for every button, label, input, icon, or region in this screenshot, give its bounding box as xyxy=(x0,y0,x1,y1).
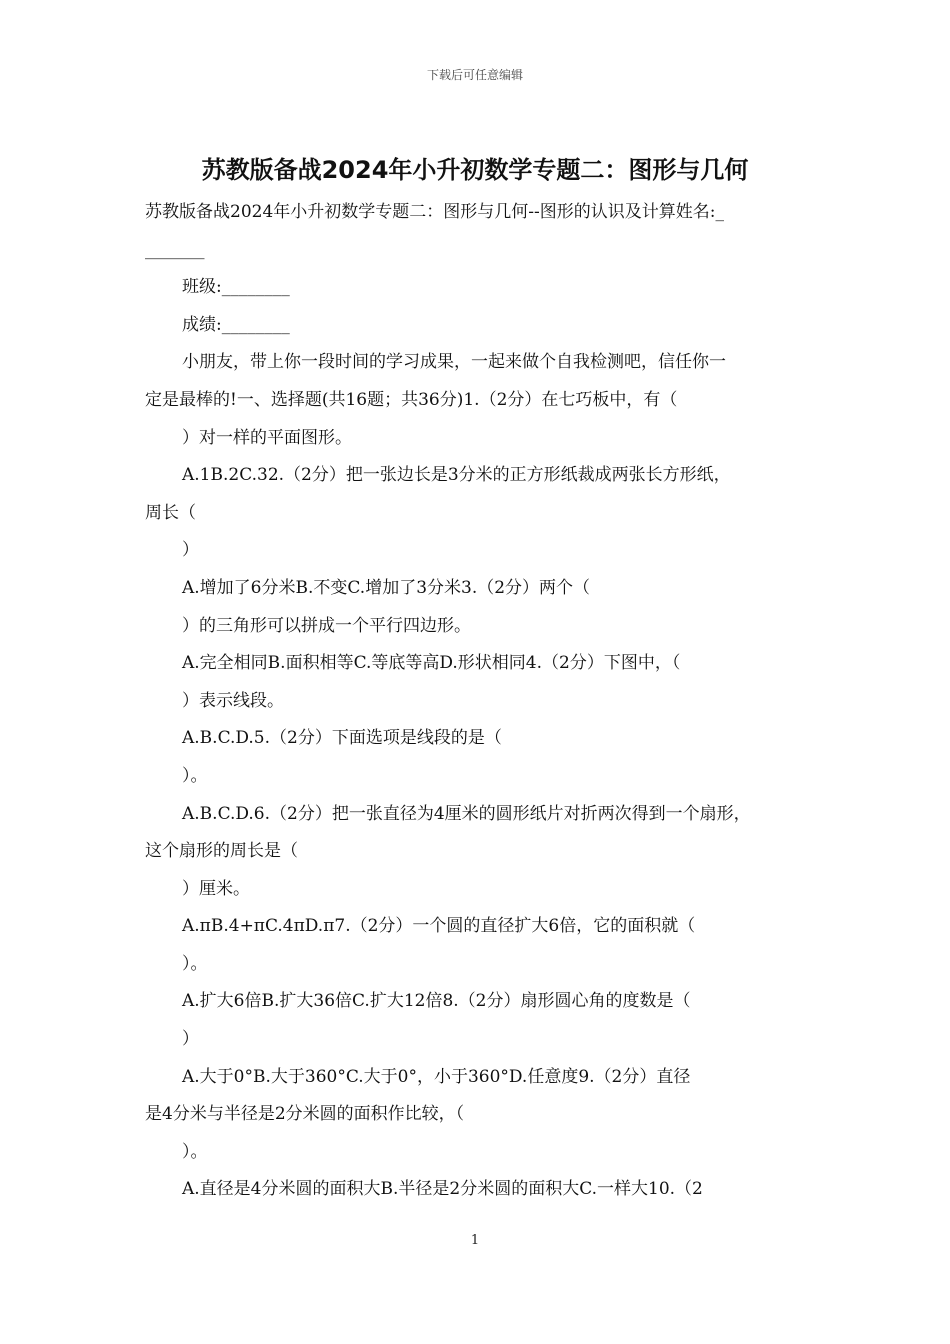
text-line: A.πB.4+πC.4πD.π7.（2分）一个圆的直径扩大6倍，它的面积就（ xyxy=(182,916,696,937)
text-line: ）。 xyxy=(182,953,208,974)
page-header: 下载后可任意编辑 xyxy=(426,68,523,82)
text-line: ）厘米。 xyxy=(182,878,250,899)
text-line: A.直径是4分米圆的面积大B.半径是2分米圆的面积大C.一样大10.（2 xyxy=(182,1179,703,1200)
document-body xyxy=(145,194,817,1209)
text-line: ）的三角形可以拼成一个平行四边形。 xyxy=(182,615,471,636)
text-line: _______ xyxy=(145,239,205,260)
text-line: 定是最棒的!一、选择题(共16题；共36分)1.（2分）在七巧板中，有（ xyxy=(145,389,678,410)
text-line: A.1B.2C.32.（2分）把一张边长是3分米的正方形纸裁成两张长方形纸， xyxy=(182,465,731,486)
text-line: A.增加了6分米B.不变C.增加了3分米3.（2分）两个（ xyxy=(182,577,591,598)
text-line: 这个扇形的周长是（ xyxy=(145,841,298,862)
text-line: ）。 xyxy=(182,765,208,786)
text-line: ） xyxy=(182,1029,199,1050)
page-number: 1 xyxy=(470,1233,480,1248)
score-field-line: 成绩:________ xyxy=(182,314,290,335)
text-line: A.扩大6倍B.扩大36倍C.扩大12倍8.（2分）扇形圆心角的度数是（ xyxy=(182,991,691,1012)
class-field-line: 班级:________ xyxy=(182,277,290,298)
text-line: A.B.C.D.5.（2分）下面选项是线段的是（ xyxy=(182,728,502,749)
text-line: ） xyxy=(182,540,199,561)
text-line: A.大于0°B.大于360°C.大于0°，小于360°D.任意度9.（2分）直径 xyxy=(182,1066,691,1087)
text-line: 是4分米与半径是2分米圆的面积作比较，（ xyxy=(145,1104,465,1125)
text-line: ）。 xyxy=(182,1141,208,1162)
text-line: A.B.C.D.6.（2分）把一张直径为4厘米的圆形纸片对折两次得到一个扇形， xyxy=(182,803,751,824)
text-line: 周长（ xyxy=(145,502,196,523)
text-line: ）表示线段。 xyxy=(182,690,284,711)
intro-line: 小朋友，带上你一段时间的学习成果，一起来做个自我检测吧，信任你一 xyxy=(182,352,726,373)
document-title: 苏教版备战2024年小升初数学专题二：图形与几何 xyxy=(201,156,749,184)
text-line: ）对一样的平面图形。 xyxy=(182,427,352,448)
text-line: 苏教版备战2024年小升初数学专题二：图形与几何--图形的认识及计算姓名:_ xyxy=(145,202,724,222)
text-line: A.完全相同B.面积相等C.等底等高D.形状相同4.（2分）下图中，（ xyxy=(182,653,681,674)
